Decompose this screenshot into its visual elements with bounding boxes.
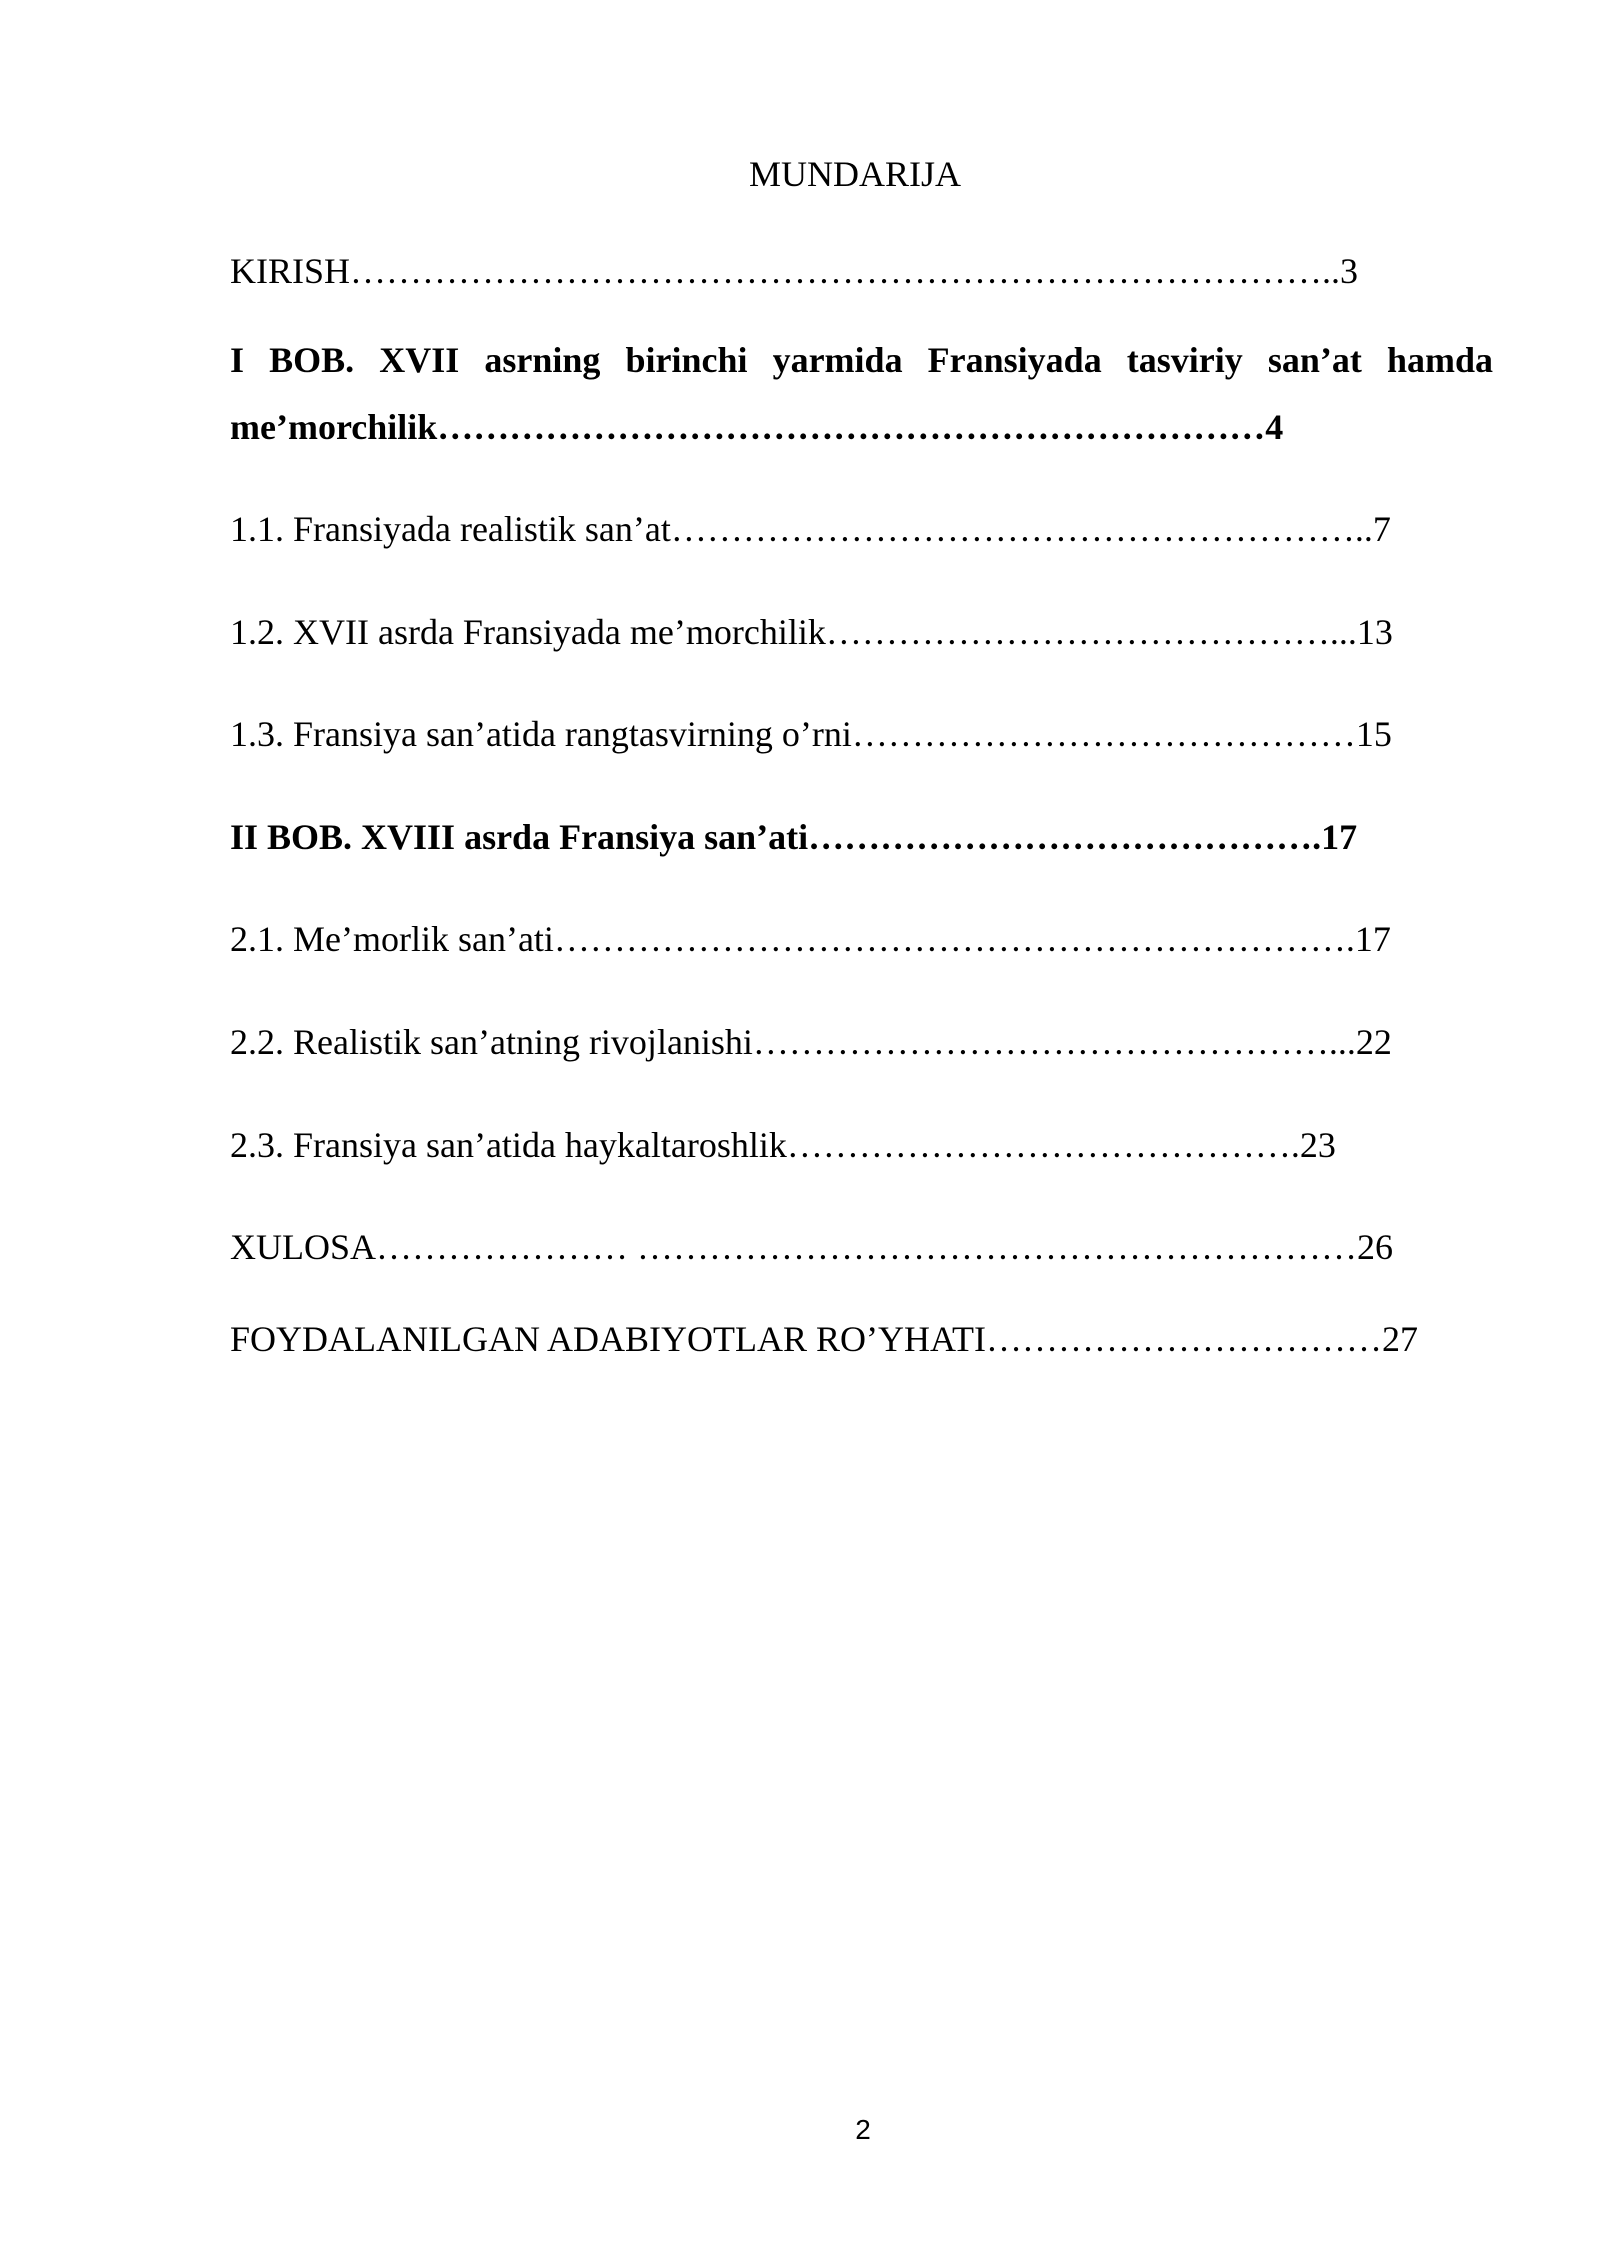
- toc-item-1-3: 1.3. Fransiya san’atida rangtasvirning o’rni……………………………………15: [230, 714, 1392, 754]
- toc-item-1-2: 1.2. XVII asrda Fransiyada me’morchilik……………………………………...13: [230, 612, 1393, 652]
- toc-item-xulosa: XULOSA………………… ……………………………………………………26: [230, 1227, 1394, 1267]
- toc-item-adabiyotlar: FOYDALANILGAN ADABIYOTLAR RO’YHATI……………………………27: [230, 1319, 1418, 1359]
- toc-item-2-2: 2.2. Realistik san’atning rivojlanishi…………………………………………...22: [230, 1022, 1392, 1062]
- toc-item-kirish: KIRISH………………………………………………………………………..3: [230, 251, 1359, 291]
- toc-chapter-1-line-2: me’morchilik……………………………………………………………4: [230, 407, 1284, 447]
- toc-chapter-1-line-1: I BOB. XVII asrning birinchi yarmida Fransiyada tasviriy san’at hamda: [230, 340, 1493, 380]
- toc-item-2-1: 2.1. Me’morlik san’ati………………………………………………………….17: [230, 919, 1391, 959]
- toc-item-1-1: 1.1. Fransiyada realistik san’at…………………………………………………..7: [230, 509, 1391, 549]
- page-title: MUNDARIJA: [748, 154, 961, 194]
- toc-item-2-3: 2.3. Fransiya san’atida haykaltaroshlik…………………………………….23: [230, 1125, 1336, 1165]
- toc-chapter-2: II BOB. XVIII asrda Fransiya san’ati…………………………………….17: [230, 817, 1358, 857]
- page-number: 2: [855, 2114, 871, 2145]
